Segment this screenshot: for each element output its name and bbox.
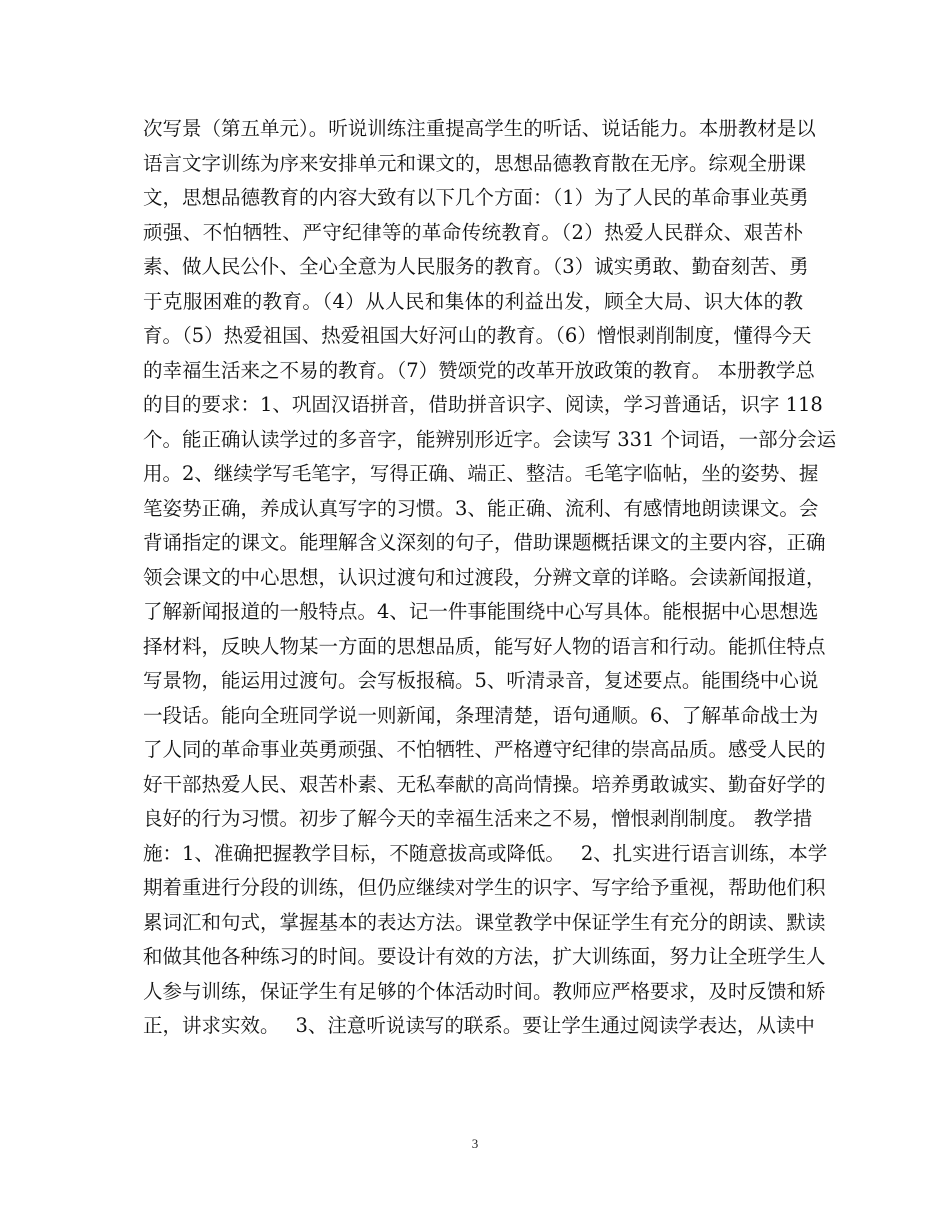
text-line: 期着重进行分段的训练，但仍应继续对学生的识字、写字给予重视，帮助他们积 [143,876,826,899]
text-line: 了人同的革命事业英勇顽强、不怕牺牲、严格遵守纪律的崇高品质。感受人民的 [143,738,826,761]
text-line: 育。（5）热爱祖国、热爱祖国大好河山的教育。（6）憎恨剥削制度，懂得今天 [143,324,812,347]
text-line: 文，思想品德教育的内容大致有以下几个方面：（1）为了人民的革命事业英勇 [143,186,809,209]
text-line: 写景物，能运用过渡句。会写板报稿。5、听清录音，复述要点。能围绕中心说 [143,669,819,692]
body-text [143,112,837,1044]
text-line: 素、做人民公仆、全心全意为人民服务的教育。（3）诚实勇敢、勤奋刻苦、勇 [143,255,809,278]
text-line: 个。能正确认读学过的多音字，能辨别形近字。会读写 331 个词语，一部分会运 [143,427,837,451]
text-line: 顽强、不怕牺牲、严守纪律等的革命传统教育。（2）热爱人民群众、艰苦朴 [143,220,803,244]
text-line: 好干部热爱人民、艰苦朴素、无私奉献的高尚情操。培养勇敢诚实、勤奋好学的 [143,772,826,796]
text-line: 良好的行为习惯。初步了解今天的幸福生活来之不易，憎恨剥削制度。 教学措 [143,807,813,830]
text-line: 和做其他各种练习的时间。要设计有效的方法，扩大训练面，努力让全班学生人 [143,945,826,968]
text-line: 领会课文的中心思想，认识过渡句和过渡段，分辨文章的详略。会读新闻报道， [143,565,826,589]
text-line: 笔姿势正确，养成认真写字的习惯。3、能正确、流利、有感情地朗读课文。会 [143,496,819,520]
text-line: 正，讲求实效。 3、注意听说读写的联系。要让学生通过阅读学表达，从读中 [143,1014,815,1037]
text-line: 用。2、继续学写毛笔字，写得正确、端正、整洁。毛笔字临帖，坐的姿势、握 [143,462,819,485]
text-line: 了解新闻报道的一般特点。4、记一件事能围绕中心写具体。能根据中心思想选 [143,600,819,623]
text-line: 择材料，反映人物某一方面的思想品质，能写好人物的语言和行动。能抓住特点 [143,634,826,658]
text-line: 累词汇和句式，掌握基本的表达方法。课堂教学中保证学生有充分的朗读、默读 [143,910,826,934]
text-line: 施：1、准确把握教学目标，不随意拔高或降低。 2、扎实进行语言训练，本学 [143,841,828,865]
text-line: 的目的要求：1、巩固汉语拼音，借助拼音识字、阅读，学习普通话，识字 118 [143,393,823,416]
text-line: 于克服困难的教育。（4）从人民和集体的利益出发，顾全大局、识大体的教 [143,289,803,313]
text-line: 人参与训练，保证学生有足够的个体活动时间。教师应严格要求，及时反馈和矫 [143,979,826,1003]
page-number: 3 [471,1136,479,1151]
text-line: 一段话。能向全班同学说一则新闻，条理清楚，语句通顺。6、了解革命战士为 [143,703,819,727]
text-line: 的幸福生活来之不易的教育。（7）赞颂党的改革开放政策的教育。 本册教学总 [143,358,815,382]
text-line: 背诵指定的课文。能理解含义深刻的句子，借助课题概括课文的主要内容，正确 [143,531,826,554]
text-line: 语言文字训练为序来安排单元和课文的，思想品德教育散在无序。综观全册课 [143,151,807,175]
text-line: 次写景（第五单元）。听说训练注重提高学生的听话、说话能力。本册教材是以 [143,117,816,140]
